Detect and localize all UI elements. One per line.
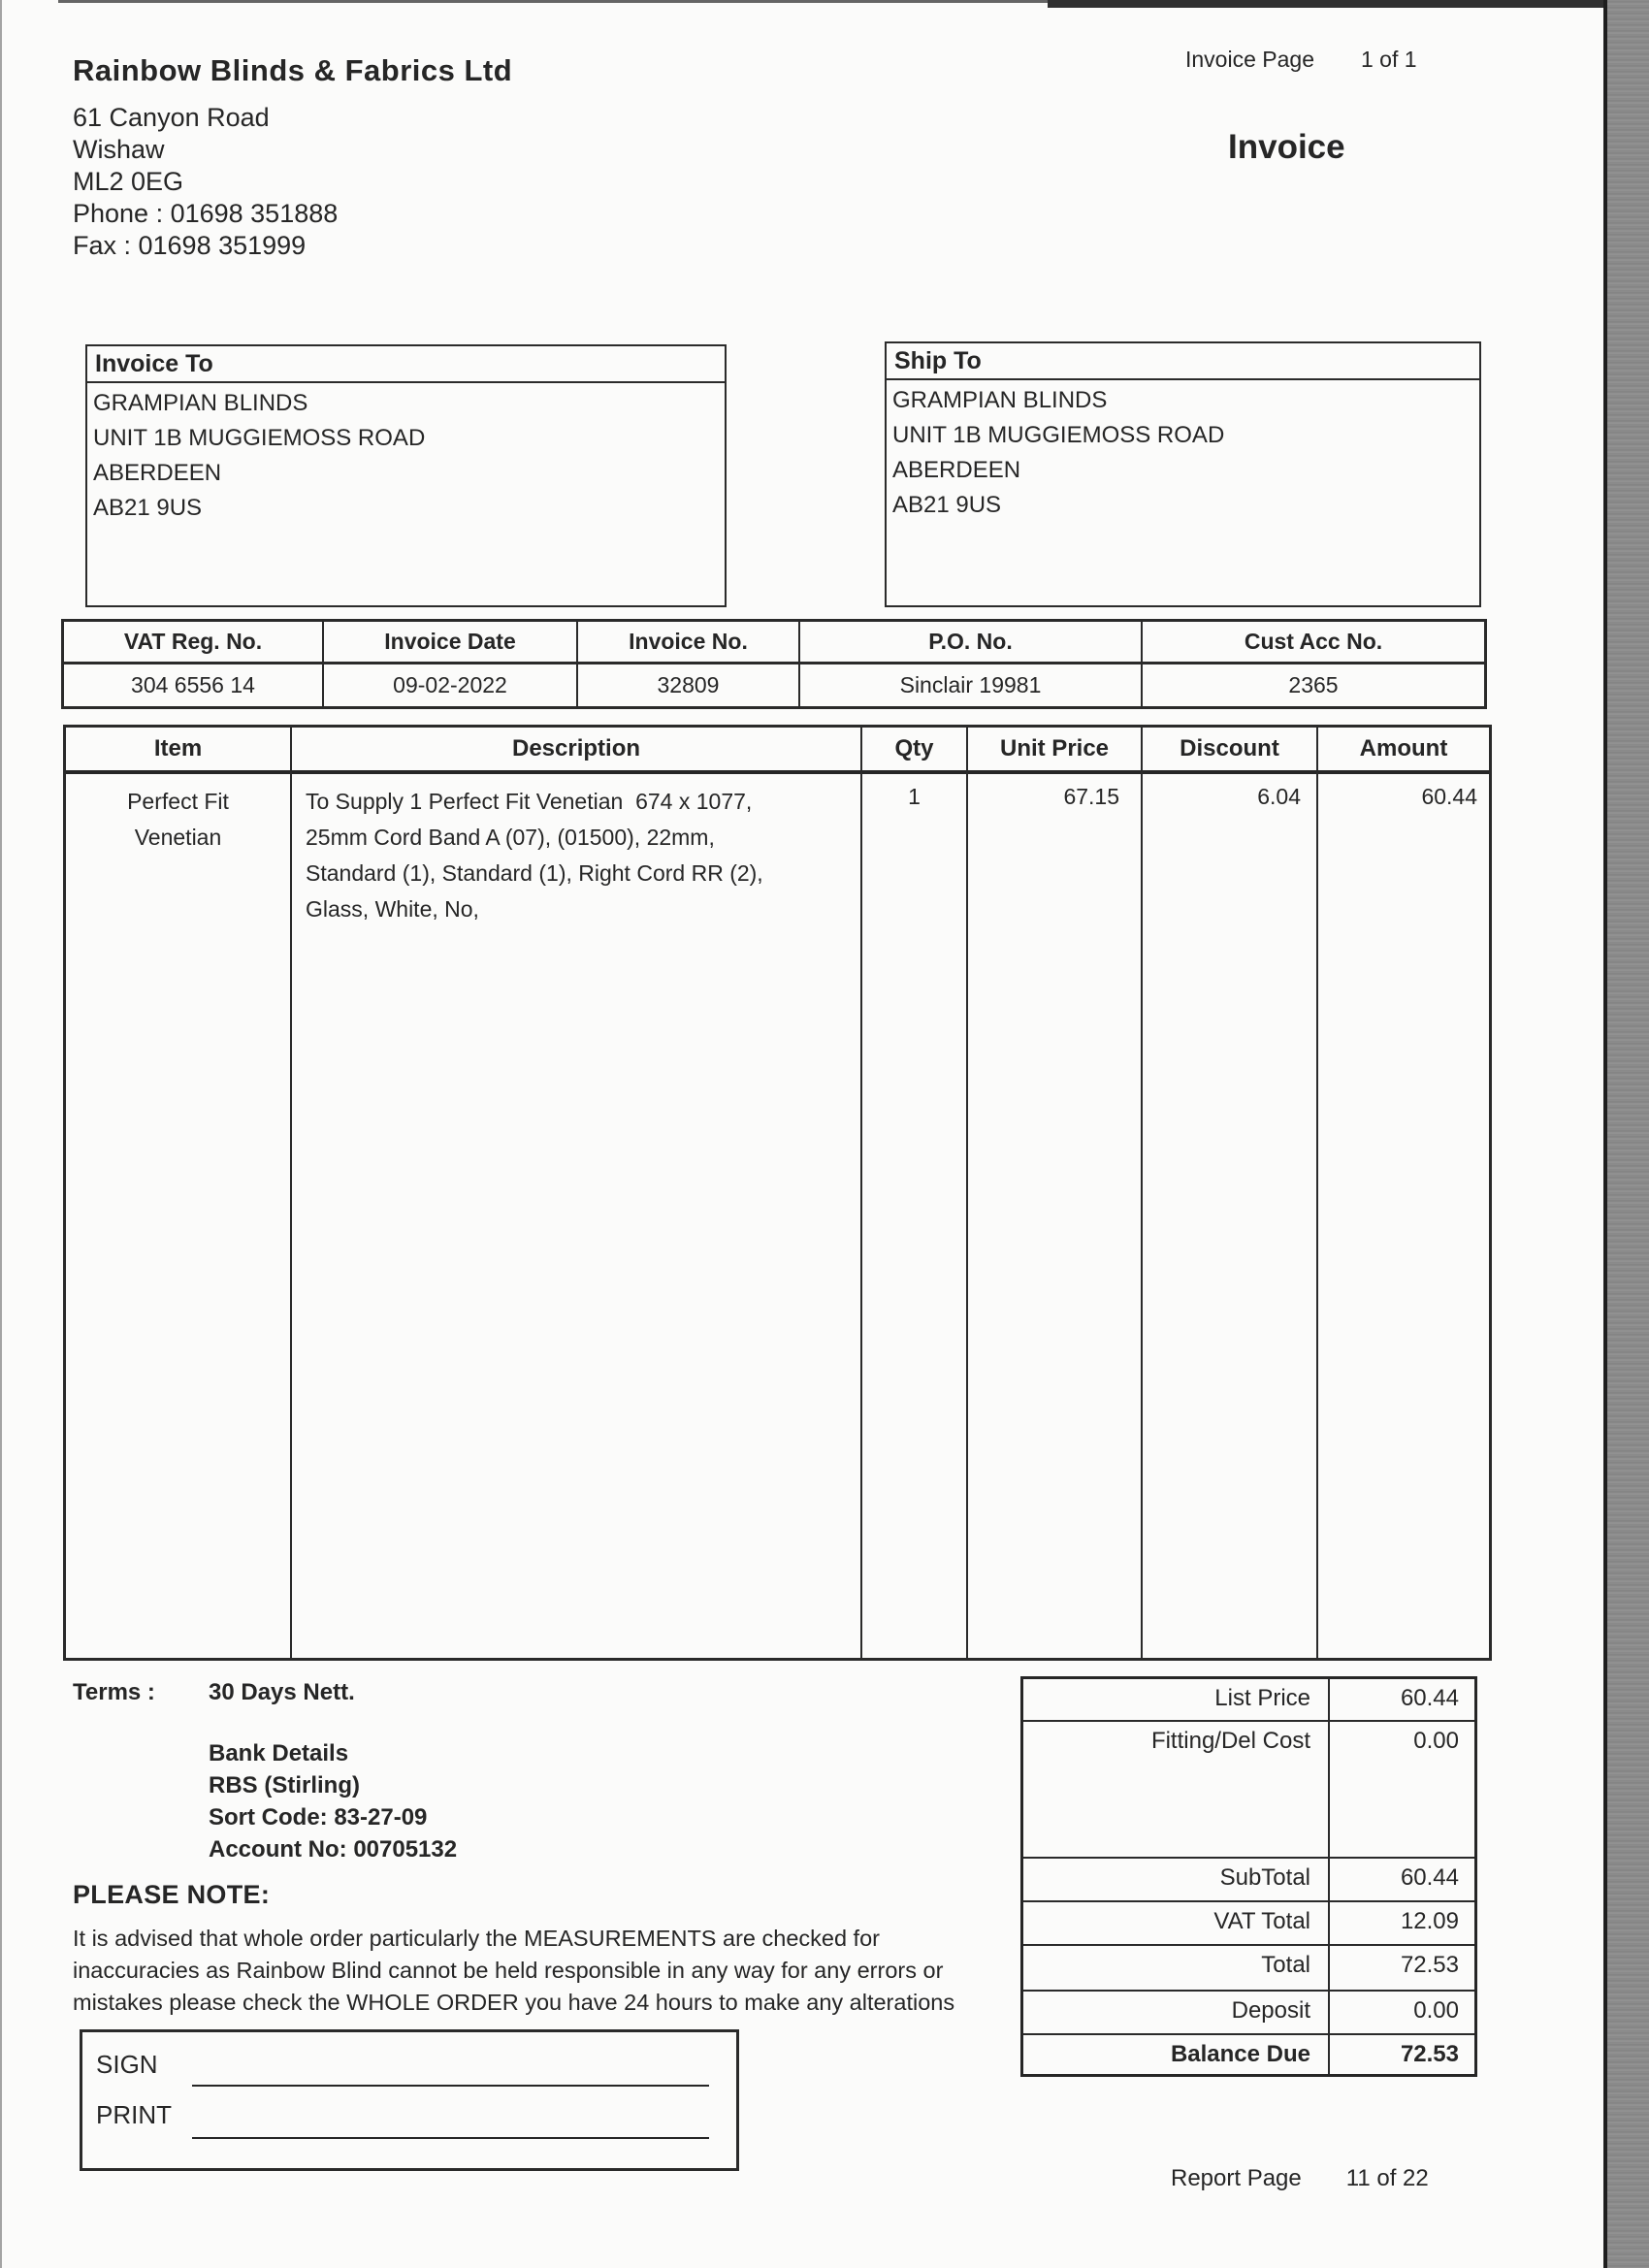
- totals-row-total: [1023, 1946, 1474, 1992]
- please-note-heading: PLEASE NOTE:: [73, 1880, 271, 1909]
- invoice-title: Invoice: [1228, 128, 1345, 166]
- totals-value-fitting-del-cost: 0.00: [1413, 1728, 1459, 1754]
- note-line2: inaccuracies as Rainbow Blind cannot be held responsible in any way for any errors or: [73, 1958, 944, 1983]
- item-discount-cell: 6.04: [1257, 784, 1301, 809]
- terms-label: Terms :: [73, 1679, 155, 1705]
- line-items-table: [63, 725, 1492, 1661]
- invoice-to-header: [87, 346, 725, 383]
- report-page-value: 11 of 22: [1345, 2165, 1429, 2191]
- totals-row-list-price: [1023, 1679, 1474, 1722]
- totals-row-deposit: [1023, 1992, 1474, 2035]
- meta-col-vat-reg: [64, 622, 324, 706]
- item-amount-cell: 60.44: [1421, 784, 1477, 809]
- items-header-item: Item: [66, 728, 290, 774]
- totals-value-balance-due: 72.53: [1400, 2041, 1459, 2067]
- invoice-page-label: Invoice Page: [1185, 47, 1314, 72]
- invoice-page-row: [1185, 47, 1417, 73]
- invoice-to-line3: ABERDEEN: [93, 460, 222, 486]
- meta-col-cust-acc: [1143, 622, 1484, 706]
- totals-value-vat-total: 12.09: [1400, 1908, 1459, 1934]
- report-page-row: [1171, 2165, 1429, 2192]
- meta-col-po-no: [800, 622, 1143, 706]
- item-qty-cell: 1: [908, 784, 921, 809]
- print-line: [192, 2137, 709, 2139]
- company-fax: Fax : 01698 351999: [73, 231, 307, 260]
- ship-to-line3: ABERDEEN: [892, 457, 1021, 483]
- meta-header-po-no: P.O. No.: [800, 622, 1141, 664]
- totals-value-list-price: 60.44: [1400, 1685, 1459, 1711]
- invoice-to-line4: AB21 9US: [93, 495, 203, 521]
- item-description-line1: To Supply 1 Perfect Fit Venetian 674 x 1077,: [306, 789, 753, 814]
- ship-to-box: [885, 341, 1481, 607]
- scan-right-strip: [1603, 0, 1649, 2268]
- item-description-line4: Glass, White, No,: [306, 896, 479, 922]
- items-col-unit-price: [968, 728, 1143, 1658]
- meta-header-invoice-no: Invoice No.: [578, 622, 798, 664]
- items-col-description: [292, 728, 862, 1658]
- invoice-meta-table: [61, 619, 1487, 709]
- totals-value-total: 72.53: [1400, 1952, 1459, 1978]
- items-col-item: [66, 728, 292, 1658]
- items-header-amount: Amount: [1318, 728, 1489, 774]
- bank-name: RBS (Stirling): [209, 1772, 360, 1798]
- sign-line: [192, 2085, 709, 2087]
- ship-to-line2: UNIT 1B MUGGIEMOSS ROAD: [892, 422, 1225, 448]
- item-description-line2: 25mm Cord Band A (07), (01500), 22mm,: [306, 825, 715, 850]
- invoice-to-box: [85, 344, 727, 607]
- company-address-block: [73, 102, 338, 262]
- meta-value-po-no: Sinclair 19981: [899, 672, 1042, 697]
- items-header-description: Description: [292, 728, 860, 774]
- items-header-qty: Qty: [862, 728, 966, 774]
- note-line1: It is advised that whole order particularly the MEASUREMENTS are checked for: [73, 1926, 880, 1951]
- meta-value-invoice-no: 32809: [657, 672, 720, 697]
- signature-box: [80, 2029, 739, 2171]
- totals-label-list-price: List Price: [1023, 1679, 1330, 1720]
- item-name-line2: Venetian: [134, 825, 222, 850]
- item-description-cell: [292, 774, 860, 1658]
- sign-label: SIGN: [96, 2050, 158, 2079]
- meta-header-cust-acc: Cust Acc No.: [1143, 622, 1484, 664]
- item-name-line1: Perfect Fit: [127, 789, 229, 814]
- totals-row-vat-total: [1023, 1902, 1474, 1946]
- ship-to-address: [887, 380, 1479, 526]
- totals-label-total: Total: [1023, 1946, 1330, 1990]
- items-header-unit-price: Unit Price: [968, 728, 1141, 774]
- scan-top-edge-dark: [1048, 0, 1649, 8]
- invoice-page-value: 1 of 1: [1360, 47, 1417, 72]
- totals-row-balance-due: [1023, 2035, 1474, 2074]
- totals-label-balance-due: Balance Due: [1023, 2035, 1330, 2074]
- totals-row-fitting-del-cost: [1023, 1722, 1474, 1859]
- note-line3: mistakes please check the WHOLE ORDER you have 24 hours to make any alterations: [73, 1990, 955, 2015]
- ship-to-label: Ship To: [894, 346, 982, 374]
- ship-to-header: [887, 343, 1479, 380]
- invoice-to-label: Invoice To: [95, 349, 213, 377]
- ship-to-line1: GRAMPIAN BLINDS: [892, 387, 1108, 413]
- meta-header-invoice-date: Invoice Date: [324, 622, 576, 664]
- totals-row-subtotal: [1023, 1859, 1474, 1902]
- company-address-line1: 61 Canyon Road: [73, 103, 270, 132]
- meta-header-vat-reg: VAT Reg. No.: [64, 622, 322, 664]
- ship-to-line4: AB21 9US: [892, 492, 1002, 518]
- meta-col-invoice-no: [578, 622, 800, 706]
- items-header-discount: Discount: [1143, 728, 1316, 774]
- items-col-qty: [862, 728, 968, 1658]
- print-label: PRINT: [96, 2100, 172, 2129]
- invoice-to-line1: GRAMPIAN BLINDS: [93, 390, 308, 416]
- terms-row: [73, 1679, 355, 1706]
- totals-label-subtotal: SubTotal: [1023, 1859, 1330, 1900]
- bank-details-heading: Bank Details: [209, 1740, 349, 1766]
- meta-value-vat-reg: 304 6556 14: [131, 672, 255, 697]
- bank-sort-code: Sort Code: 83-27-09: [209, 1804, 428, 1831]
- company-address-line3: ML2 0EG: [73, 167, 184, 196]
- totals-table: [1020, 1676, 1477, 2077]
- meta-value-invoice-date: 09-02-2022: [393, 672, 507, 697]
- bank-account-no: Account No: 00705132: [209, 1836, 458, 1863]
- totals-value-subtotal: 60.44: [1400, 1864, 1459, 1891]
- company-address-line2: Wishaw: [73, 135, 165, 164]
- terms-value: 30 Days Nett.: [209, 1679, 355, 1705]
- note-paragraph: [73, 1923, 954, 2019]
- report-page-label: Report Page: [1171, 2165, 1302, 2191]
- bank-details-block: [209, 1737, 457, 1865]
- invoice-to-address: [87, 383, 725, 529]
- item-description-line3: Standard (1), Standard (1), Right Cord RR (2),: [306, 860, 763, 886]
- item-unit-price-cell: 67.15: [1063, 784, 1119, 809]
- company-name: Rainbow Blinds & Fabrics Ltd: [73, 53, 513, 87]
- items-col-discount: [1143, 728, 1318, 1658]
- totals-label-fitting-del-cost: Fitting/Del Cost: [1023, 1722, 1330, 1857]
- item-name-cell: [66, 774, 290, 1658]
- meta-value-cust-acc: 2365: [1288, 672, 1339, 697]
- totals-value-deposit: 0.00: [1413, 1997, 1459, 2024]
- totals-label-vat-total: VAT Total: [1023, 1902, 1330, 1944]
- items-col-amount: [1318, 728, 1489, 1658]
- invoice-to-line2: UNIT 1B MUGGIEMOSS ROAD: [93, 425, 426, 451]
- scan-left-edge: [0, 0, 2, 2268]
- totals-label-deposit: Deposit: [1023, 1992, 1330, 2033]
- company-phone: Phone : 01698 351888: [73, 199, 339, 228]
- meta-col-invoice-date: [324, 622, 578, 706]
